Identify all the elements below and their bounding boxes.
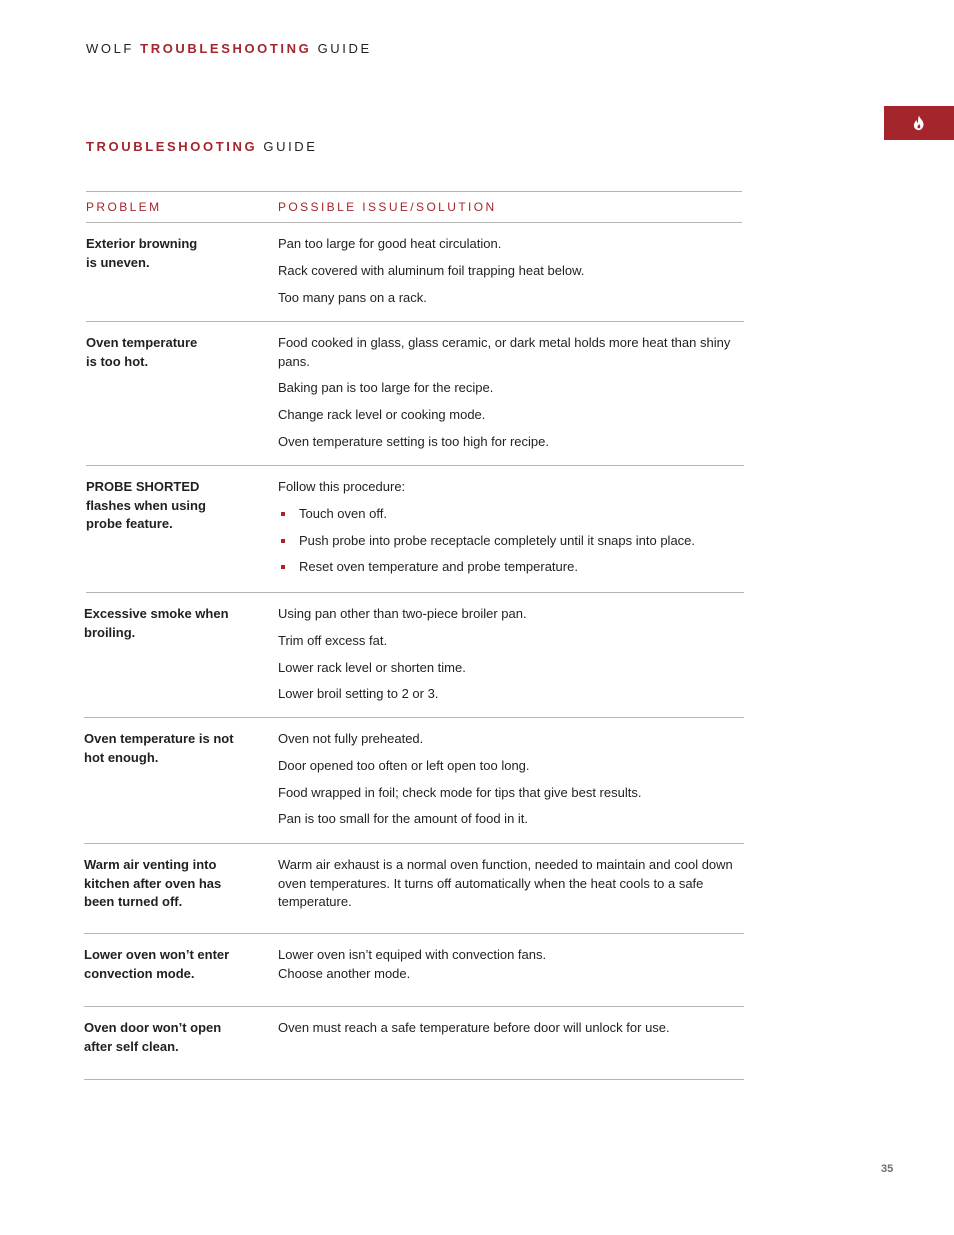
table-row [84, 1007, 744, 1080]
procedure-step-text: Touch oven off. [299, 505, 387, 521]
procedure-list [278, 505, 758, 577]
solution-cell [278, 605, 758, 712]
procedure-step [278, 558, 758, 577]
solution-item: Oven temperature setting is too high for recipe. [278, 433, 549, 449]
problem-cell [84, 730, 264, 767]
table-row [86, 466, 744, 593]
solution-cell [278, 946, 758, 983]
procedure-step [278, 505, 758, 524]
bullet-square-icon [281, 512, 285, 516]
problem-line: been turned off. [84, 894, 183, 909]
table-row [86, 223, 744, 322]
table-row [84, 934, 744, 1007]
table-row [86, 322, 744, 466]
solution-item: Rack covered with aluminum foil trapping heat below. [278, 262, 585, 278]
solution-item: Pan too large for good heat circulation. [278, 236, 502, 251]
problem-line: Lower oven won’t enter [84, 947, 230, 962]
solution-line: Lower oven isn’t equiped with convection fans. [278, 947, 547, 962]
header-suffix: GUIDE [317, 41, 372, 56]
solution-item: Baking pan is too large for the recipe. [278, 380, 494, 396]
solution-item: Lower broil setting to 2 or 3. [278, 686, 439, 702]
problem-line: hot enough. [84, 749, 159, 765]
solution-item: Using pan other than two-piece broiler pan. [278, 606, 527, 621]
solution-cell [278, 856, 748, 920]
solution-cell [278, 334, 738, 460]
problem-cell [84, 856, 264, 912]
problem-line: broiling. [84, 624, 136, 640]
problem-line: is uneven. [86, 254, 150, 270]
procedure-step-text: Push probe into probe receptacle completely until it snaps into place. [299, 532, 696, 548]
problem-line: probe feature. [86, 516, 173, 531]
problem-cell [84, 605, 264, 642]
solution-item: Warm air exhaust is a normal oven function, needed to maintain and cool down oven temperatures. It turns off automatically when the heat cools to a safe temperature. [278, 857, 733, 909]
bullet-square-icon [281, 565, 285, 569]
procedure-step [278, 532, 758, 551]
problem-line: Oven temperature [86, 335, 198, 350]
table-header [86, 191, 742, 223]
solution-cell [278, 478, 758, 585]
page-number: 35 [881, 1163, 894, 1175]
table-row [84, 718, 744, 844]
solution-cell [278, 730, 758, 837]
solution-item: Food cooked in glass, glass ceramic, or dark metal holds more heat than shiny pans. [278, 335, 731, 369]
solution-item: Food wrapped in foil; check mode for tips that give best results. [278, 784, 642, 800]
solution-item: Door opened too often or left open too long. [278, 757, 530, 773]
bullet-square-icon [281, 539, 285, 543]
section-suffix: GUIDE [263, 139, 318, 154]
running-header [86, 41, 372, 56]
solution-item: Oven must reach a safe temperature before door will unlock for use. [278, 1020, 670, 1035]
problem-line: Exterior browning [86, 236, 198, 251]
column-header-problem: PROBLEM [86, 200, 162, 214]
solution-item: Pan is too small for the amount of food in it. [278, 811, 529, 827]
problem-line: kitchen after oven has [84, 875, 222, 891]
procedure-step-text: Reset oven temperature and probe temperature. [299, 559, 578, 575]
problem-line: after self clean. [84, 1038, 179, 1054]
problem-cell [84, 1019, 264, 1056]
problem-line: Excessive smoke when [84, 606, 229, 621]
problem-line: Warm air venting into [84, 857, 217, 872]
problem-line: Oven temperature is not [84, 731, 234, 746]
solution-cell [278, 1019, 758, 1046]
solution-item: Trim off excess fat. [278, 632, 388, 648]
section-title [86, 139, 318, 154]
section-highlight: TROUBLESHOOTING [86, 139, 258, 154]
column-header-solution: POSSIBLE ISSUE/SOLUTION [278, 200, 497, 214]
problem-line: PROBE SHORTED [86, 479, 200, 494]
problem-cell [84, 946, 264, 983]
problem-line: Oven door won’t open [84, 1020, 222, 1035]
solution-item: Change rack level or cooking mode. [278, 407, 486, 423]
procedure-intro: Follow this procedure: [278, 479, 406, 494]
problem-cell [86, 235, 266, 272]
solution-item: Lower rack level or shorten time. [278, 659, 466, 675]
header-highlight: TROUBLESHOOTING [140, 41, 312, 56]
table-row [84, 844, 744, 934]
problem-line: convection mode. [84, 965, 195, 981]
solution-item: Too many pans on a rack. [278, 289, 427, 305]
solution-line: Choose another mode. [278, 965, 411, 981]
troubleshooting-table [84, 191, 744, 1080]
solution-cell [278, 235, 758, 315]
solution-item: Oven not fully preheated. [278, 731, 424, 746]
flame-icon [913, 115, 925, 131]
problem-line: is too hot. [86, 353, 149, 369]
section-tab [884, 106, 954, 140]
header-brand: WOLF [86, 41, 134, 56]
problem-cell [86, 478, 266, 534]
problem-line: flashes when using [86, 497, 206, 513]
table-row [84, 593, 744, 718]
problem-cell [86, 334, 266, 371]
